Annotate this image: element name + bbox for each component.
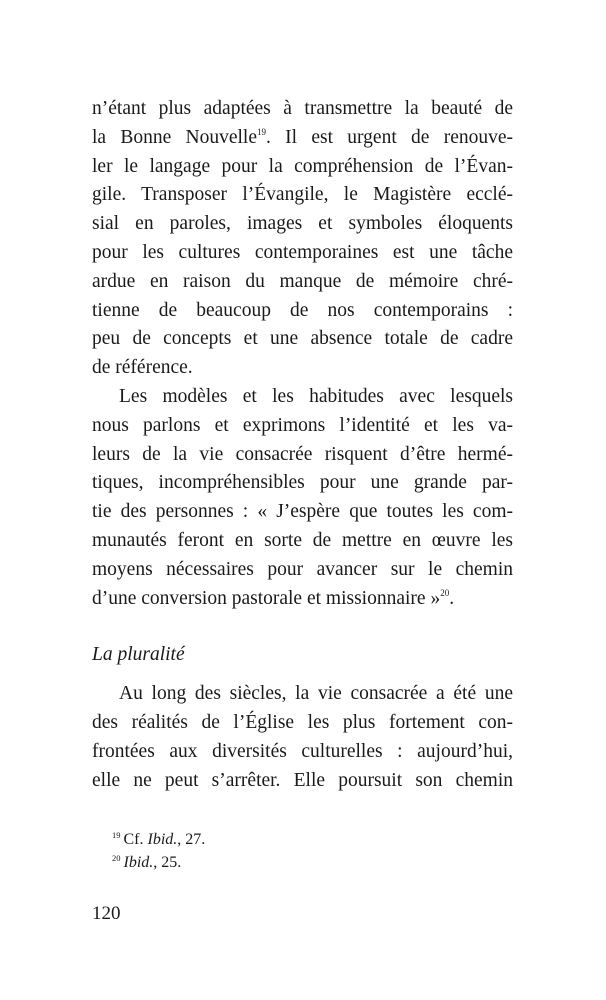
text-line: moyens nécessaires pour avancer sur le chemin	[92, 558, 513, 580]
text-line	[92, 585, 513, 614]
text-line	[92, 124, 513, 153]
text-fragment: la Bonne Nouvelle	[92, 126, 258, 148]
text-line: frontées aux diversités culturelles : aujourd’hui,	[92, 740, 513, 762]
text-line: nous parlons et exprimons l’identité et les va-	[92, 414, 513, 436]
text-fragment: d’une conversion pastorale et missionnaire »	[92, 587, 441, 609]
text-line: tie des personnes : « J’espère que toutes les com-	[92, 501, 513, 523]
paragraph-1	[92, 95, 513, 383]
text-fragment: . Il est urgent de renouve-	[266, 126, 513, 148]
footnote-rest: , 27.	[177, 831, 206, 848]
footnote-20	[112, 851, 205, 874]
text-line: peu de concepts et une absence totale de cadre	[92, 328, 513, 350]
text-line: gile. Transposer l’Évangile, le Magistère ecclé-	[92, 184, 513, 206]
text-line: des réalités de l’Église les plus fortement con-	[92, 711, 513, 733]
text-line: sial en paroles, images et symboles éloquents	[92, 213, 513, 235]
footnote-prefix: Cf.	[123, 831, 148, 848]
text-line: Au long des siècles, la vie consacrée a été une	[119, 683, 513, 705]
text-fragment: .	[449, 587, 455, 609]
page-body	[92, 95, 513, 795]
text-line: pour les cultures contemporaines est une tâche	[92, 241, 513, 263]
section-heading: La pluralité	[92, 644, 185, 666]
footnote-ref-20: 20	[440, 587, 450, 598]
page-number: 120	[92, 903, 121, 924]
text-line: Les modèles et les habitudes avec lesquels	[119, 385, 513, 407]
text-line: n’étant plus adaptées à transmettre la beauté de	[92, 98, 513, 119]
footnotes	[112, 828, 205, 874]
footnote-number: 19	[112, 830, 121, 840]
footnote-number: 20	[112, 853, 121, 863]
footnote-rest: , 25.	[153, 854, 182, 871]
text-line: elle ne peut s’arrêter. Elle poursuit son chemin	[92, 769, 513, 791]
paragraph-2	[92, 383, 513, 613]
text-line: de référence.	[92, 357, 193, 379]
text-line: ler le langage pour la compréhension de l’Évan-	[92, 155, 513, 177]
footnote-ibid: Ibid.	[147, 831, 178, 848]
text-line: tiques, incompréhensibles pour une grande par-	[92, 472, 513, 494]
paragraph-3	[92, 680, 513, 795]
footnote-19	[112, 828, 205, 851]
text-line: ardue en raison du manque de mémoire chré-	[92, 270, 513, 292]
footnote-ibid: Ibid.	[123, 854, 154, 871]
footnote-ref-19: 19	[257, 126, 267, 137]
text-line: tienne de beaucoup de nos contemporains :	[92, 299, 513, 321]
text-line: leurs de la vie consacrée risquent d’être hermé-	[92, 443, 513, 465]
text-line: munautés feront en sorte de mettre en œuvre les	[92, 529, 513, 551]
